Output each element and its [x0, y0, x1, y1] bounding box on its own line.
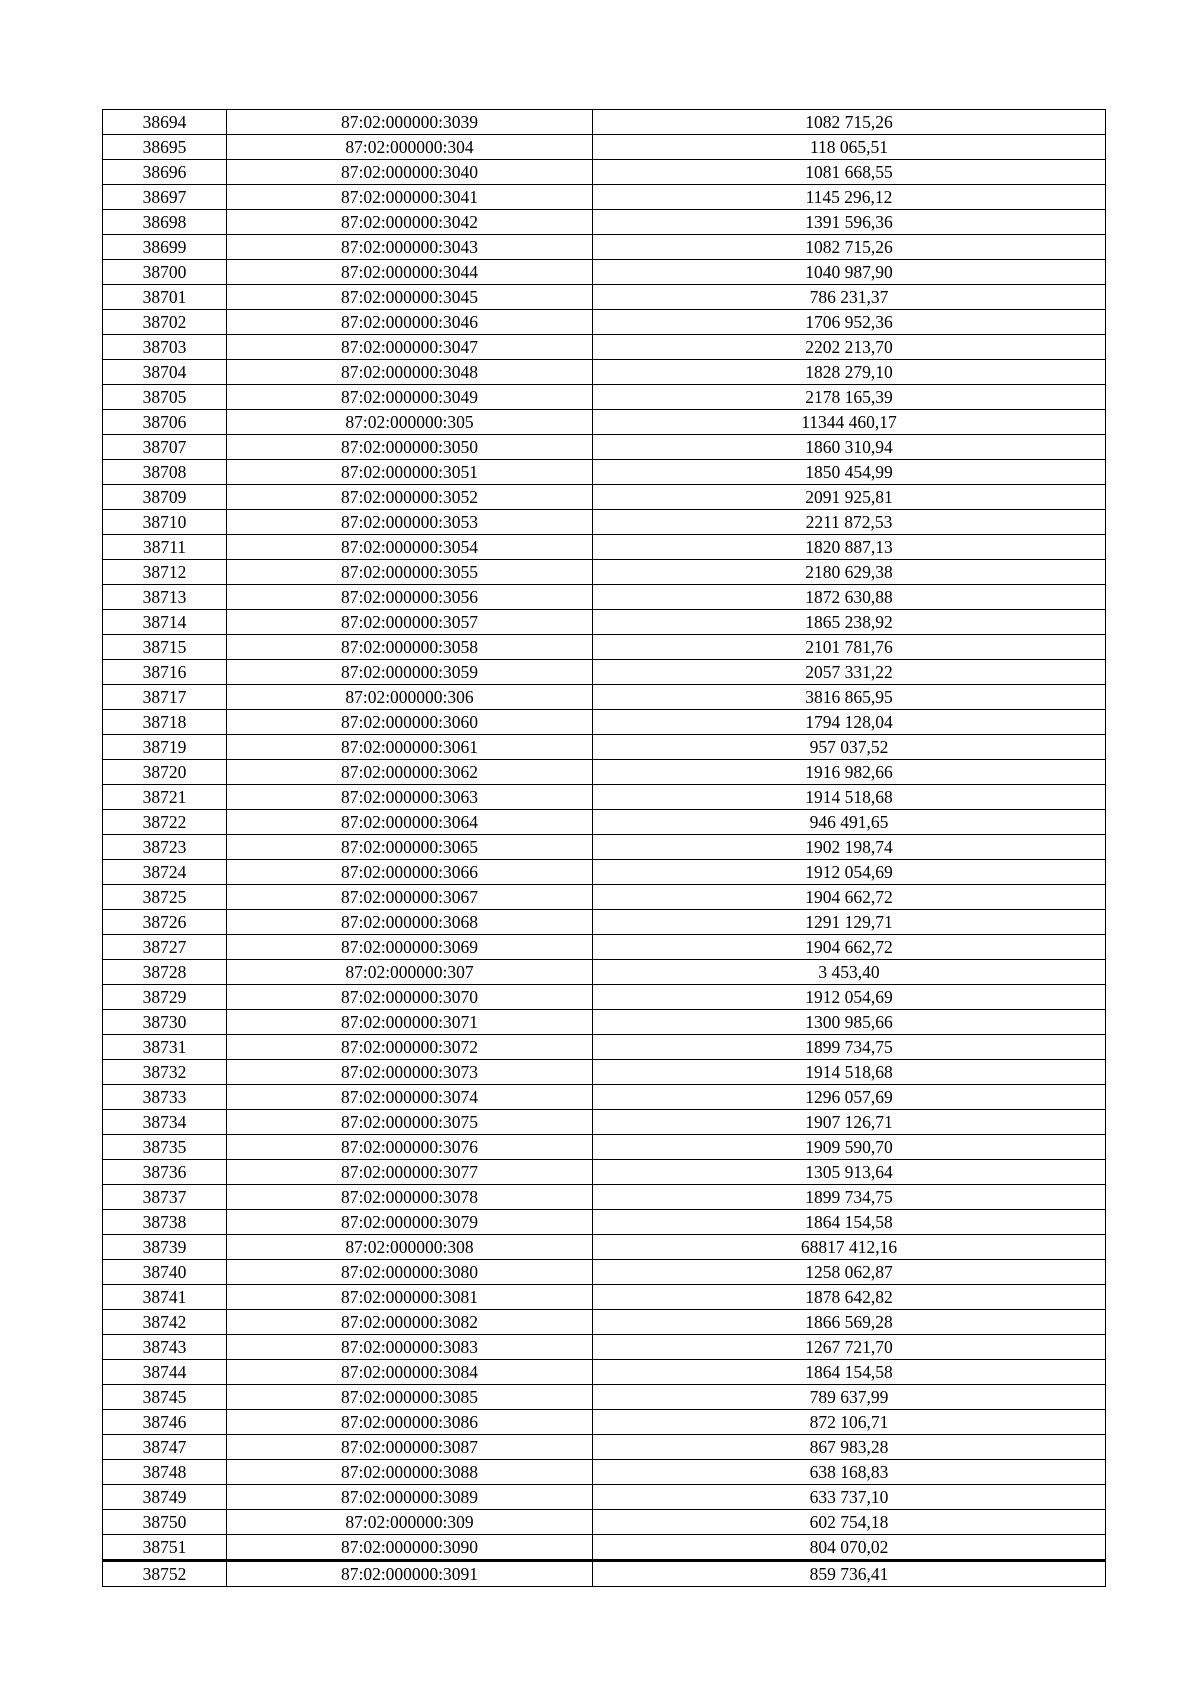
cadastral-value-cell: 11344 460,17	[593, 410, 1106, 435]
row-number-cell: 38702	[103, 310, 227, 335]
row-number-cell: 38739	[103, 1235, 227, 1260]
table-row	[103, 785, 1106, 810]
table-row	[103, 135, 1106, 160]
table-row	[103, 660, 1106, 685]
cadastral-number-cell: 87:02:000000:3047	[227, 335, 593, 360]
row-number-cell: 38720	[103, 760, 227, 785]
cadastral-value-cell: 1899 734,75	[593, 1185, 1106, 1210]
cadastral-value-cell: 1866 569,28	[593, 1310, 1106, 1335]
cadastral-number-cell: 87:02:000000:3074	[227, 1085, 593, 1110]
cadastral-value-cell: 2101 781,76	[593, 635, 1106, 660]
row-number-cell: 38748	[103, 1460, 227, 1485]
table-row	[103, 1335, 1106, 1360]
cadastral-value-cell: 3816 865,95	[593, 685, 1106, 710]
table-row	[103, 935, 1106, 960]
cadastral-number-cell: 87:02:000000:3066	[227, 860, 593, 885]
table-row	[103, 1035, 1106, 1060]
table-row	[103, 760, 1106, 785]
row-number-cell: 38741	[103, 1285, 227, 1310]
table-row	[103, 310, 1106, 335]
cadastral-number-cell: 87:02:000000:3056	[227, 585, 593, 610]
row-number-cell: 38724	[103, 860, 227, 885]
cadastral-number-cell: 87:02:000000:3061	[227, 735, 593, 760]
row-number-cell: 38730	[103, 1010, 227, 1035]
cadastral-number-cell: 87:02:000000:3062	[227, 760, 593, 785]
table-row	[103, 910, 1106, 935]
cadastral-value-cell: 1904 662,72	[593, 935, 1106, 960]
cadastral-value-cell: 3 453,40	[593, 960, 1106, 985]
row-number-cell: 38742	[103, 1310, 227, 1335]
row-number-cell: 38736	[103, 1160, 227, 1185]
cadastral-number-cell: 87:02:000000:3041	[227, 185, 593, 210]
row-number-cell: 38723	[103, 835, 227, 860]
cadastral-number-cell: 87:02:000000:3050	[227, 435, 593, 460]
cadastral-number-cell: 87:02:000000:3044	[227, 260, 593, 285]
cadastral-number-cell: 87:02:000000:3063	[227, 785, 593, 810]
table-row	[103, 860, 1106, 885]
cadastral-value-cell: 1828 279,10	[593, 360, 1106, 385]
row-number-cell: 38721	[103, 785, 227, 810]
cadastral-number-cell: 87:02:000000:3043	[227, 235, 593, 260]
cadastral-number-cell: 87:02:000000:3069	[227, 935, 593, 960]
cadastral-number-cell: 87:02:000000:3071	[227, 1010, 593, 1035]
cadastral-number-cell: 87:02:000000:3067	[227, 885, 593, 910]
row-number-cell: 38697	[103, 185, 227, 210]
table-row	[103, 235, 1106, 260]
cadastral-value-cell: 1706 952,36	[593, 310, 1106, 335]
cadastral-number-cell: 87:02:000000:3072	[227, 1035, 593, 1060]
cadastral-value-cell: 1850 454,99	[593, 460, 1106, 485]
cadastral-value-cell: 1391 596,36	[593, 210, 1106, 235]
table-row	[103, 985, 1106, 1010]
cadastral-value-cell: 859 736,41	[593, 1561, 1106, 1587]
table-row	[103, 210, 1106, 235]
row-number-cell: 38711	[103, 535, 227, 560]
cadastral-value-cell: 946 491,65	[593, 810, 1106, 835]
row-number-cell: 38699	[103, 235, 227, 260]
row-number-cell: 38710	[103, 510, 227, 535]
cadastral-value-cell: 1860 310,94	[593, 435, 1106, 460]
row-number-cell: 38706	[103, 410, 227, 435]
row-number-cell: 38718	[103, 710, 227, 735]
cadastral-number-cell: 87:02:000000:3045	[227, 285, 593, 310]
row-number-cell: 38696	[103, 160, 227, 185]
row-number-cell: 38737	[103, 1185, 227, 1210]
cadastral-value-cell: 118 065,51	[593, 135, 1106, 160]
table-row	[103, 535, 1106, 560]
row-number-cell: 38734	[103, 1110, 227, 1135]
cadastral-value-cell: 1794 128,04	[593, 710, 1106, 735]
table-row	[103, 1010, 1106, 1035]
cadastral-value-cell: 1040 987,90	[593, 260, 1106, 285]
table-row	[103, 885, 1106, 910]
cadastral-value-cell: 1907 126,71	[593, 1110, 1106, 1135]
cadastral-value-cell: 2057 331,22	[593, 660, 1106, 685]
cadastral-number-cell: 87:02:000000:3085	[227, 1385, 593, 1410]
cadastral-value-cell: 1296 057,69	[593, 1085, 1106, 1110]
cadastral-value-cell: 1865 238,92	[593, 610, 1106, 635]
cadastral-number-cell: 87:02:000000:3042	[227, 210, 593, 235]
cadastral-value-cell: 1909 590,70	[593, 1135, 1106, 1160]
row-number-cell: 38698	[103, 210, 227, 235]
table-row	[103, 835, 1106, 860]
table-row	[103, 685, 1106, 710]
table-row	[103, 1210, 1106, 1235]
cadastral-number-cell: 87:02:000000:3039	[227, 110, 593, 135]
cadastral-number-cell: 87:02:000000:3054	[227, 535, 593, 560]
row-number-cell: 38732	[103, 1060, 227, 1085]
table-row	[103, 510, 1106, 535]
cadastral-value-cell: 1872 630,88	[593, 585, 1106, 610]
cadastral-number-cell: 87:02:000000:3070	[227, 985, 593, 1010]
cadastral-number-cell: 87:02:000000:3040	[227, 160, 593, 185]
cadastral-value-cell: 867 983,28	[593, 1435, 1106, 1460]
cadastral-value-cell: 2202 213,70	[593, 335, 1106, 360]
row-number-cell: 38727	[103, 935, 227, 960]
cadastral-number-cell: 87:02:000000:307	[227, 960, 593, 985]
row-number-cell: 38745	[103, 1385, 227, 1410]
cadastral-value-cell: 1916 982,66	[593, 760, 1106, 785]
cadastral-value-cell: 1258 062,87	[593, 1260, 1106, 1285]
table-row	[103, 1561, 1106, 1587]
table-row	[103, 735, 1106, 760]
cadastral-value-table	[102, 109, 1106, 1587]
row-number-cell: 38700	[103, 260, 227, 285]
cadastral-number-cell: 87:02:000000:3078	[227, 1185, 593, 1210]
cadastral-value-cell: 1864 154,58	[593, 1360, 1106, 1385]
cadastral-number-cell: 87:02:000000:3055	[227, 560, 593, 585]
table-row	[103, 1060, 1106, 1085]
cadastral-number-cell: 87:02:000000:306	[227, 685, 593, 710]
row-number-cell: 38738	[103, 1210, 227, 1235]
cadastral-number-cell: 87:02:000000:3076	[227, 1135, 593, 1160]
table-row	[103, 1510, 1106, 1535]
table-row	[103, 1360, 1106, 1385]
table-row	[103, 485, 1106, 510]
table-row	[103, 1260, 1106, 1285]
cadastral-value-cell: 1291 129,71	[593, 910, 1106, 935]
table-row	[103, 560, 1106, 585]
cadastral-value-cell: 1912 054,69	[593, 985, 1106, 1010]
cadastral-number-cell: 87:02:000000:3088	[227, 1460, 593, 1485]
cadastral-number-cell: 87:02:000000:3084	[227, 1360, 593, 1385]
cadastral-number-cell: 87:02:000000:3053	[227, 510, 593, 535]
row-number-cell: 38744	[103, 1360, 227, 1385]
cadastral-value-cell: 1864 154,58	[593, 1210, 1106, 1235]
row-number-cell: 38726	[103, 910, 227, 935]
table-row	[103, 160, 1106, 185]
cadastral-value-cell: 1878 642,82	[593, 1285, 1106, 1310]
row-number-cell: 38707	[103, 435, 227, 460]
cadastral-number-cell: 87:02:000000:3046	[227, 310, 593, 335]
table-row	[103, 710, 1106, 735]
cadastral-number-cell: 87:02:000000:3091	[227, 1561, 593, 1587]
cadastral-value-cell: 1914 518,68	[593, 785, 1106, 810]
row-number-cell: 38713	[103, 585, 227, 610]
cadastral-value-cell: 602 754,18	[593, 1510, 1106, 1535]
row-number-cell: 38708	[103, 460, 227, 485]
row-number-cell: 38701	[103, 285, 227, 310]
row-number-cell: 38751	[103, 1535, 227, 1561]
table-row	[103, 1085, 1106, 1110]
cadastral-value-cell: 1300 985,66	[593, 1010, 1106, 1035]
table-row	[103, 610, 1106, 635]
cadastral-number-cell: 87:02:000000:3080	[227, 1260, 593, 1285]
row-number-cell: 38712	[103, 560, 227, 585]
table-row	[103, 1235, 1106, 1260]
cadastral-value-cell: 2180 629,38	[593, 560, 1106, 585]
cadastral-value-cell: 1912 054,69	[593, 860, 1106, 885]
cadastral-number-cell: 87:02:000000:3068	[227, 910, 593, 935]
table-row	[103, 185, 1106, 210]
cadastral-value-cell: 1904 662,72	[593, 885, 1106, 910]
table-row	[103, 435, 1106, 460]
table-row	[103, 360, 1106, 385]
cadastral-number-cell: 87:02:000000:3090	[227, 1535, 593, 1561]
table-row	[103, 1485, 1106, 1510]
table-body	[103, 110, 1106, 1587]
row-number-cell: 38752	[103, 1561, 227, 1587]
cadastral-number-cell: 87:02:000000:3048	[227, 360, 593, 385]
row-number-cell: 38725	[103, 885, 227, 910]
cadastral-value-cell: 633 737,10	[593, 1485, 1106, 1510]
row-number-cell: 38719	[103, 735, 227, 760]
cadastral-number-cell: 87:02:000000:3064	[227, 810, 593, 835]
cadastral-value-cell: 2211 872,53	[593, 510, 1106, 535]
table-row	[103, 1385, 1106, 1410]
cadastral-number-cell: 87:02:000000:3065	[227, 835, 593, 860]
row-number-cell: 38743	[103, 1335, 227, 1360]
table-row	[103, 585, 1106, 610]
table-row	[103, 410, 1106, 435]
cadastral-number-cell: 87:02:000000:3060	[227, 710, 593, 735]
table-row	[103, 110, 1106, 135]
row-number-cell: 38716	[103, 660, 227, 685]
table-row	[103, 1435, 1106, 1460]
row-number-cell: 38722	[103, 810, 227, 835]
cadastral-value-cell: 68817 412,16	[593, 1235, 1106, 1260]
cadastral-number-cell: 87:02:000000:3051	[227, 460, 593, 485]
cadastral-number-cell: 87:02:000000:3086	[227, 1410, 593, 1435]
cadastral-value-cell: 1145 296,12	[593, 185, 1106, 210]
row-number-cell: 38709	[103, 485, 227, 510]
cadastral-number-cell: 87:02:000000:304	[227, 135, 593, 160]
table-row	[103, 385, 1106, 410]
row-number-cell: 38714	[103, 610, 227, 635]
cadastral-value-cell: 1914 518,68	[593, 1060, 1106, 1085]
cadastral-value-cell: 2091 925,81	[593, 485, 1106, 510]
cadastral-value-cell: 1081 668,55	[593, 160, 1106, 185]
table-row	[103, 1135, 1106, 1160]
table-row	[103, 1460, 1106, 1485]
table-row	[103, 1160, 1106, 1185]
cadastral-value-cell: 1820 887,13	[593, 535, 1106, 560]
table-row	[103, 635, 1106, 660]
cadastral-number-cell: 87:02:000000:3052	[227, 485, 593, 510]
cadastral-number-cell: 87:02:000000:3058	[227, 635, 593, 660]
table-row	[103, 1185, 1106, 1210]
table-row	[103, 1110, 1106, 1135]
cadastral-value-cell: 2178 165,39	[593, 385, 1106, 410]
cadastral-number-cell: 87:02:000000:3057	[227, 610, 593, 635]
cadastral-value-cell: 957 037,52	[593, 735, 1106, 760]
cadastral-number-cell: 87:02:000000:3087	[227, 1435, 593, 1460]
cadastral-value-cell: 872 106,71	[593, 1410, 1106, 1435]
cadastral-number-cell: 87:02:000000:3082	[227, 1310, 593, 1335]
table-row	[103, 1285, 1106, 1310]
cadastral-number-cell: 87:02:000000:3075	[227, 1110, 593, 1135]
cadastral-value-cell: 786 231,37	[593, 285, 1106, 310]
cadastral-number-cell: 87:02:000000:3077	[227, 1160, 593, 1185]
cadastral-value-cell: 638 168,83	[593, 1460, 1106, 1485]
table-row	[103, 285, 1106, 310]
table-row	[103, 1535, 1106, 1561]
table-row	[103, 1310, 1106, 1335]
cadastral-number-cell: 87:02:000000:3083	[227, 1335, 593, 1360]
cadastral-number-cell: 87:02:000000:3079	[227, 1210, 593, 1235]
row-number-cell: 38733	[103, 1085, 227, 1110]
table-row	[103, 960, 1106, 985]
row-number-cell: 38735	[103, 1135, 227, 1160]
row-number-cell: 38746	[103, 1410, 227, 1435]
cadastral-value-cell: 1899 734,75	[593, 1035, 1106, 1060]
cadastral-value-cell: 1305 913,64	[593, 1160, 1106, 1185]
table-row	[103, 335, 1106, 360]
row-number-cell: 38715	[103, 635, 227, 660]
cadastral-number-cell: 87:02:000000:3073	[227, 1060, 593, 1085]
cadastral-number-cell: 87:02:000000:3081	[227, 1285, 593, 1310]
cadastral-value-cell: 789 637,99	[593, 1385, 1106, 1410]
cadastral-number-cell: 87:02:000000:3089	[227, 1485, 593, 1510]
table-row	[103, 260, 1106, 285]
row-number-cell: 38749	[103, 1485, 227, 1510]
row-number-cell: 38729	[103, 985, 227, 1010]
row-number-cell: 38695	[103, 135, 227, 160]
row-number-cell: 38694	[103, 110, 227, 135]
table-row	[103, 460, 1106, 485]
row-number-cell: 38705	[103, 385, 227, 410]
row-number-cell: 38703	[103, 335, 227, 360]
cadastral-number-cell: 87:02:000000:305	[227, 410, 593, 435]
row-number-cell: 38717	[103, 685, 227, 710]
row-number-cell: 38747	[103, 1435, 227, 1460]
row-number-cell: 38750	[103, 1510, 227, 1535]
cadastral-value-cell: 1267 721,70	[593, 1335, 1106, 1360]
cadastral-value-cell: 1902 198,74	[593, 835, 1106, 860]
row-number-cell: 38740	[103, 1260, 227, 1285]
cadastral-value-cell: 1082 715,26	[593, 110, 1106, 135]
row-number-cell: 38704	[103, 360, 227, 385]
table-row	[103, 1410, 1106, 1435]
cadastral-number-cell: 87:02:000000:3059	[227, 660, 593, 685]
cadastral-number-cell: 87:02:000000:3049	[227, 385, 593, 410]
cadastral-number-cell: 87:02:000000:309	[227, 1510, 593, 1535]
row-number-cell: 38728	[103, 960, 227, 985]
table-row	[103, 810, 1106, 835]
cadastral-value-cell: 1082 715,26	[593, 235, 1106, 260]
cadastral-number-cell: 87:02:000000:308	[227, 1235, 593, 1260]
cadastral-value-cell: 804 070,02	[593, 1535, 1106, 1561]
row-number-cell: 38731	[103, 1035, 227, 1060]
